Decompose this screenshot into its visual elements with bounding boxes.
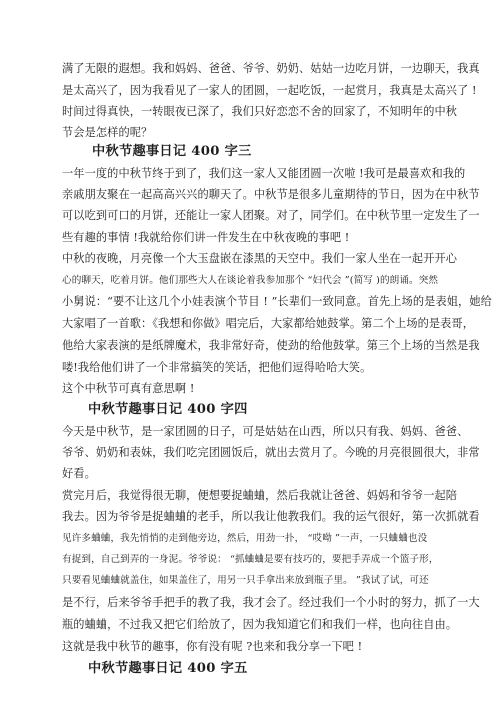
body-line: 好看。 xyxy=(62,467,96,480)
body-line: 些有趣的事情 !我就给你们讲一件发生在中秋夜晚的事吧 ! xyxy=(62,231,350,244)
body-line: 是太高兴了，因为我看见了一家人的团圆，一起吃饭，一起赏月，我真是太高兴了 ! xyxy=(62,84,477,97)
body-line: 赏完月后，我觉得很无聊，便想要捉蛐蛐，然后我就让爸爸、妈妈和爷爷一起陪 xyxy=(62,489,458,502)
body-line: 心的聊天，吃着月饼。他们那些大人在谈论着我参加那个 “妇代会 ”(简写 )的朗诵。突然 xyxy=(62,275,439,286)
body-line: 可以吃到可口的月饼，还能让一家人团聚。对了，同学们。在中秋节里一定发生了一 xyxy=(62,209,480,222)
section-heading: 中秋节趣事日记 400 字四 xyxy=(88,402,248,417)
section-heading: 中秋节趣事日记 400 字五 xyxy=(88,661,248,676)
body-line: 只要看见蛐蛐就盖住，如果盖住了，用另一只手拿出来放到瓶子里。 ”我试了试，可还 xyxy=(62,575,429,586)
body-line: 大家唱了一首歌：《我想和你做》唱完后，大家都给她鼓掌。第二个上场的是表哥， xyxy=(62,317,475,330)
body-line: 亲戚朋友聚在一起高高兴兴的聊天了。中秋节是很多儿童期待的节日，因为在中秋节 xyxy=(62,188,480,201)
body-line: 小舅说：“要不让这几个小娃表演个节目 ! ”长辈们一致同意。首先上场的是表姐，她给 xyxy=(62,295,492,308)
body-line: 见许多蛐蛐，我先悄悄的走到他旁边，然后，用劲一扑， “哎呦 ”一声，一只蛐蛐也没 xyxy=(62,533,428,544)
body-line: 爷爷、奶奶和表妹，我们吃完团圆饭后，就出去赏月了。今晚的月亮很圆很大，非常 xyxy=(62,446,480,459)
body-line: 今天是中秋节，是一家团圆的日子，可是姑姑在山西，所以只有我、妈妈、爸爸、 xyxy=(62,425,469,438)
body-line: 满了无限的遐想。我和妈妈、爸爸、爷爷、奶奶、姑姑一边吃月饼，一边聊天，我真 xyxy=(62,62,480,75)
body-line: 我去。因为爷爷是捉蛐蛐的老手，所以我让他教我们。我的运气很好，第一次抓就看 xyxy=(62,510,480,523)
body-line: 这就是我中秋节的趣事，你有没有呢 ?也来和我分享一下吧 ! xyxy=(62,640,363,653)
body-line: 喽!我给他们讲了一个非常搞笑的笑话，把他们逗得哈哈大笑。 xyxy=(62,361,372,374)
body-line: 是不行，后来爷爷手把手的教了我，我才会了。经过我们一个小时的努力，抓了一大 xyxy=(62,596,480,609)
body-line: 时间过得真快，一转眼夜已深了，我们只好恋恋不舍的回家了，不知明年的中秋 xyxy=(62,105,458,118)
body-line: 节会是怎样的呢？ xyxy=(62,126,153,139)
body-line: 中秋的夜晚，月亮像一个大玉盘嵌在漆黑的天空中。我们一家人坐在一起开开心 xyxy=(62,252,458,265)
body-line: 他给大家表演的是纸牌魔术，我非常好奇，使劲的给他鼓掌。第三个上场的当然是我 xyxy=(62,339,480,352)
body-line: 瓶的蛐蛐，不过我又把它们给放了，因为我知道它们和我们一样，也向往自由。 xyxy=(62,618,458,631)
body-line: 这个中秋节可真有意思啊 ! xyxy=(62,382,195,395)
section-heading: 中秋节趣事日记 400 字三 xyxy=(92,144,252,159)
body-line: 一年一度的中秋节终于到了，我们这一家人又能团圆一次啦 !我可是最喜欢和我的 xyxy=(62,167,466,180)
body-line: 有捉到，自己到弄的一身泥。爷爷说： “抓蛐蛐是要有技巧的，要把手弄成一个篮子形， xyxy=(62,554,439,565)
